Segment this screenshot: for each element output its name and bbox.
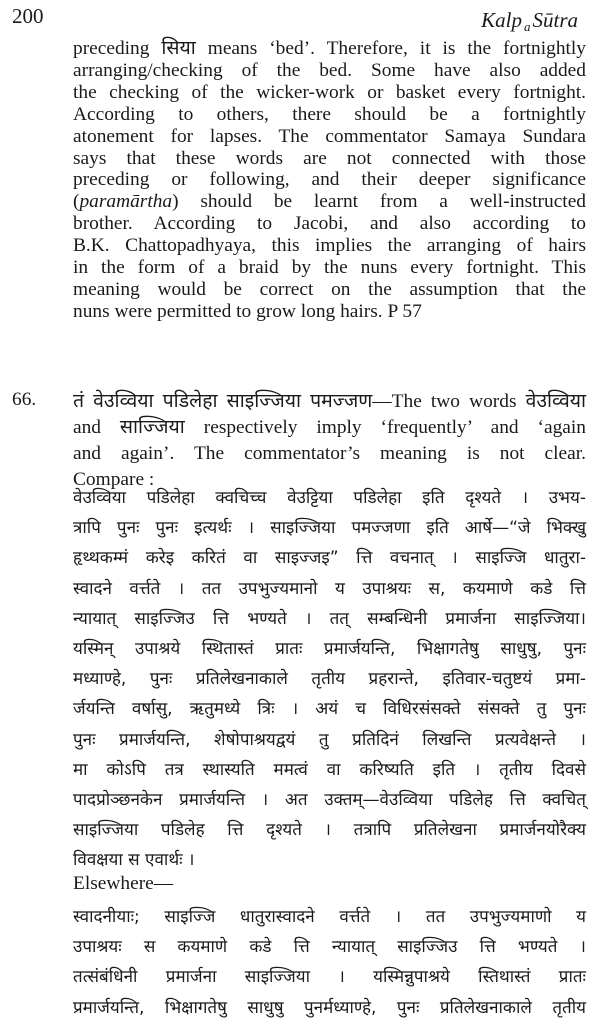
sanskrit-line: विवक्षया स एवार्थः ।	[73, 850, 195, 871]
sanskrit-line: मध्याण्हे, पुनः प्रतिलेखनाकाले तृतीय प्रहरान्ते, इतिवार-चतुष्टयं प्रमा-	[73, 669, 586, 690]
sanskrit-line: र्जयन्ति वर्षासु, ऋतुमध्ये त्रिः । अयं च विधिरसंसक्ते संसक्ते तु पुनः	[73, 699, 586, 720]
text-line: the checking of the wicker-work or basket every fortnight.	[73, 81, 586, 103]
text-line: in the form of a braid by the nuns every fortnight. This	[73, 257, 586, 279]
elsewhere-label: Elsewhere—	[73, 873, 174, 894]
compare-label: Compare :	[73, 469, 155, 490]
text-line	[73, 191, 586, 213]
sanskrit-line: प्रमार्जयन्ति, भिक्षागतेषु साधुषु पुनर्मध्याण्हे, पुनः प्रतिलेखनाकाले तृतीय	[73, 997, 586, 1018]
sanskrit-line: स्वादनीयाः; साइज्जि धातुरास्वादने वर्त्तते । तत उपभुज्यमाणो य	[73, 907, 586, 927]
sanskrit-line: यस्मिन् उपाश्रये स्थितास्तं प्रातः प्रमार्जयन्ति, भिक्षागतेषु साधुषु, पुनः	[73, 639, 586, 660]
text-line: According to others, there should be a fortnightly	[73, 103, 586, 125]
sanskrit-line: उपाश्रयः स कयमाणे कडे त्ति न्यायात् साइज्जिउ त्ति भण्यते ।	[73, 937, 586, 958]
continued-paragraph	[73, 38, 586, 323]
sanskrit-line: न्यायात् साइज्जिउ त्ति भण्यते । तत् सम्बन्धिनी प्रमार्जना साइज्जिया।	[73, 608, 586, 629]
sanskrit-line: हृथ्थकम्मं करेइ करितं वा साइज्जइ” त्ति वचनात् । साइज्जि धातुरा-	[73, 548, 586, 569]
text-line: and again’. The commentator’s meaning is not clear.	[73, 443, 586, 464]
text-line: atonement for lapses. The commentator Samaya Sundara	[73, 125, 586, 147]
text-fragment: ) should be learnt from a well-instructed	[172, 191, 586, 213]
sanskrit-line: पादप्रोञ्छनकेन प्रमार्जयन्ति । अत उक्तम्—वेउव्विया पडिलेह त्ति क्वचित्	[73, 790, 586, 811]
sanskrit-line: पुनः प्रमार्जयन्ति, शेषोपाश्रयद्वयं तु प्रतिदिनं लिखन्ति प्रत्यवेक्षन्ते ।	[73, 729, 586, 750]
text-line: says that these words are not connected with those	[73, 147, 586, 169]
text-line: meaning would be correct on the assumption that the	[73, 278, 586, 300]
page-number: 200	[12, 4, 44, 28]
text-line: and साज्जिया respectively imply ‘frequently’ and ‘again	[73, 417, 586, 438]
sanskrit-line: तत्संबंधिनी प्रमार्जना साइज्जिया । यस्मिन्नुपाश्रये स्तिथास्तं प्रातः	[73, 967, 586, 988]
text-line: brother. According to Jacobi, and also according to	[73, 213, 586, 235]
running-head	[481, 8, 578, 33]
text-line: तं वेउव्विया पडिलेहा साइज्जिया पमज्जण—The two words वेउव्विया	[73, 391, 586, 412]
text-line: arranging/checking of the bed. Some have also added	[73, 59, 586, 81]
text-line: preceding सिया means ‘bed’. Therefore, it is the fortnightly	[73, 38, 586, 59]
note-number: 66.	[12, 389, 37, 410]
text-line: nuns were permitted to grow long hairs. P 57	[73, 300, 422, 322]
text-line: preceding or following, and their deeper significance	[73, 169, 586, 191]
sanskrit-line: वेउव्विया पडिलेहा क्वचिच्च वेउट्टिया पडिलेहा इति दृश्यते । उभय-	[73, 488, 586, 508]
text-line: B.K. Chattopadhyaya, this implies the arranging of hairs	[73, 235, 586, 257]
running-head-title: Kalp	[481, 8, 522, 32]
running-head-subscript: a	[523, 19, 531, 34]
note-66-body	[73, 389, 586, 493]
sanskrit-line: मा कोऽपि तत्र स्थास्यति ममत्वं वा करिष्यति इति । तृतीय दिवसे	[73, 759, 586, 780]
sanskrit-line: साइज्जिया पडिलेह त्ति दृश्यते । तत्रापि प्रतिलेखना प्रमार्जनयोरैक्य	[73, 820, 586, 841]
running-head-title-2: Sūtra	[532, 8, 578, 32]
sanskrit-line: स्वादने वर्त्तते । तत उपभुज्यमानो य उपाश्रयः स, कयमाणे कडे त्ति	[73, 578, 586, 599]
sanskrit-line: त्रापि पुनः पुनः इत्यर्थः । साइज्जिया पमज्जणा इति आर्षे—“जे भिक्खु	[73, 518, 586, 539]
sanskrit-quote-2	[73, 902, 586, 1023]
italic-term: paramārtha	[79, 191, 173, 213]
paren: (	[73, 191, 80, 213]
sanskrit-quote-1	[73, 483, 586, 876]
